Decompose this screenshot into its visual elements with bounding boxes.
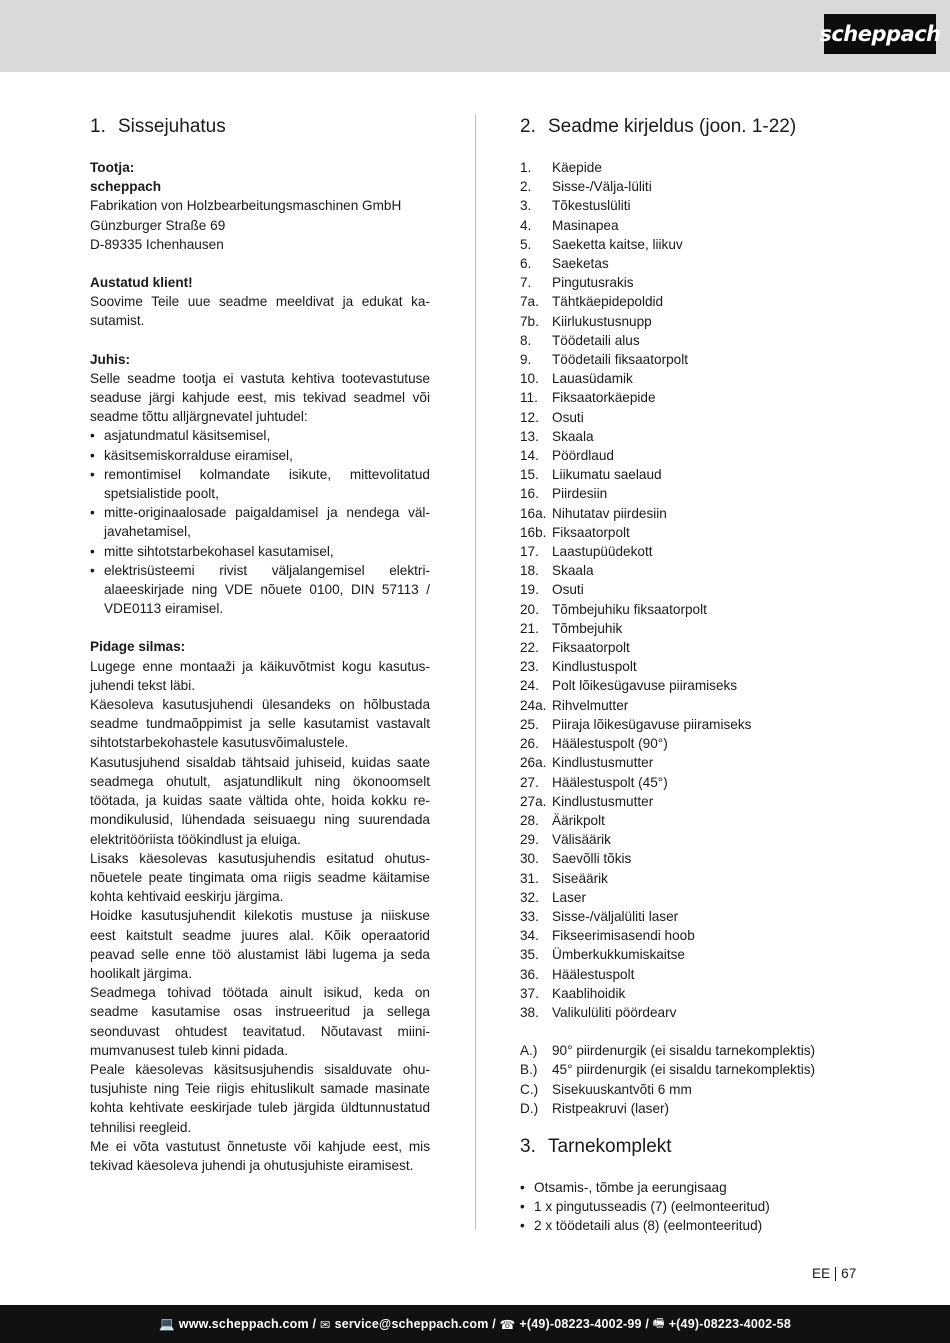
item-number: 7a. [520,294,539,310]
item-number: 26. [520,736,539,752]
page-number-value: 67 [841,1266,857,1281]
section-2-title [520,114,860,140]
list-item [520,273,860,292]
footer-bar [0,1305,950,1343]
note-label: Juhis: [90,351,131,367]
attention-paragraph: Lugege enne montaaži ja käikuvõtmist kogu kasutusjuhendi tekst läbi. [90,658,430,693]
section-3-title [520,1134,860,1160]
item-number: 21. [520,620,539,636]
phone-icon: ☎ [499,1317,516,1332]
attention-paragraph: Me ei võta vastutust õnnetuste või kahjude eest, mis tekivad käesoleva juhendi ja ohutusjuhiste eiramisest. [90,1138,430,1173]
item-number: 1. [520,160,532,175]
list-item [520,235,860,254]
item-number: 32. [520,889,539,905]
list-item [520,830,860,849]
list-item [520,792,860,811]
list-item: • remontimisel kolmandate isikute, mittevolitatud spetsialistide poolt, [90,465,430,503]
item-number: 2. [520,179,532,195]
item-number: 10. [520,371,539,387]
footer-separator: / [488,1317,500,1331]
item-number: 28. [520,812,539,828]
list-item [520,926,860,945]
section-2-number: 2. [520,116,536,137]
item-text: Fikseerimisasendi hoob [552,928,695,944]
item-text: Häälestuspolt [552,966,635,982]
column-divider [475,114,476,1230]
list-item [520,465,860,484]
item-number: 35. [520,947,539,963]
fax-icon: 🖷 [652,1315,665,1330]
list-item: • mitte sihtotstarbekohasel kasutamisel, [90,542,430,561]
list-item [520,408,860,427]
list-item [520,254,860,273]
list-item [520,773,860,792]
item-text: Sisse-/väljalüliti laser [552,908,679,924]
list-item [520,676,860,695]
list-item [520,523,860,542]
list-item [520,1003,860,1022]
list-item [520,888,860,907]
item-number: 5. [520,236,532,252]
list-item: • mitte-originaalosade paigaldamisel ja nendega väljavahetamisel, [90,503,430,541]
page-number-separator [835,1267,836,1281]
item-text: Saevõlli tõkis [552,851,632,867]
item-number: 34. [520,928,539,944]
list-item: • 1 x pingutusseadis (7) (eelmonteeritud) [520,1197,860,1216]
address-line: Fabrikation von Holzbearbeitungsmaschinen GmbH [90,198,402,214]
item-text: Rihvelmutter [552,697,629,713]
item-number: 29. [520,832,539,848]
item-number: 18. [520,563,539,579]
item-text: Osuti [552,582,584,598]
list-item [520,619,860,638]
item-number: 11. [520,390,538,406]
section-1-heading: Sissejuhatus [118,116,226,137]
list-item [520,312,860,331]
item-text: Sisekuuskantvõti 6 mm [552,1081,692,1097]
list-item: • asjatundmatul käsitsemisel, [90,426,430,445]
item-text: Osuti [552,409,584,425]
item-number: 24a. [520,697,547,713]
page-language: EE [812,1266,831,1281]
attention-paragraph: Kasutusjuhend sisaldab tähtsaid juhiseid, kuidas saate seadmega ohutult, asjatundlikult ning ökonoomselt töötada, ja kuidas saate vältida ohte, hoida kokku remondikulusid, lühendada seisuaegu ning suurendada elektritööriista töökindlust ja eluiga. [90,754,430,847]
right-column [520,114,860,1236]
list-item [520,696,860,715]
list-item [520,869,860,888]
section-3-heading: Tarnekomplekt [548,1135,672,1157]
list-item [520,715,860,734]
item-number: 36. [520,966,539,982]
list-item [520,945,860,964]
list-item [520,638,860,657]
item-number: 24. [520,678,539,694]
greeting-text: Soovime Teile uue seadme meeldivat ja edukat kasutamist. [90,294,430,329]
item-text: Häälestuspolt (90°) [552,736,668,752]
footer-email[interactable]: service@scheppach.com [334,1317,489,1331]
address-line: Günzburger Straße 69 [90,217,226,233]
item-text: Pingutusrakis [552,275,634,291]
attention-paragraph: Käesoleva kasutusjuhendi ülesandeks on hõlbustada seadme tundmaõppimist ja selle kasutamist vastavalt sihtotstarbekohastele kasutusvõimalustele. [90,697,430,751]
footer-fax: +(49)-08223-4002-58 [668,1317,791,1331]
item-text: Pöördlaud [552,448,614,464]
item-text: Piirdesiin [552,486,608,502]
attention-paragraph: Seadmega tohivad töötada ainult isikud, keda on seadme kasutamise osas instrueeritud ja sellega seonduvast ohtudest teavitatud. Nõutavast miinimumvanusest tuleb kinni pidada. [90,985,430,1058]
footer-separator: / [308,1317,320,1331]
list-item [520,177,860,196]
item-number: 9. [520,352,532,368]
item-number: 6. [520,256,532,272]
item-number: 27. [520,774,539,790]
section-2-heading: Seadme kirjeldus (joon. 1-22) [548,116,797,137]
page-number [812,1265,856,1283]
item-text: Töödetaili alus [552,332,640,348]
accessories-list [520,1041,860,1118]
list-item [520,350,860,369]
item-number: C.) [520,1081,539,1097]
footer-phone[interactable]: +(49)-08223-4002-99 [519,1317,642,1331]
item-number: 12. [520,409,539,425]
item-number: 3. [520,198,532,214]
item-number: 31. [520,870,539,886]
computer-icon: 💻 [159,1316,175,1331]
item-text: Välisäärik [552,832,611,848]
list-item: • 2 x töödetaili alus (8) (eelmonteeritud) [520,1216,860,1235]
list-item [520,907,860,926]
list-item [520,657,860,676]
item-text: Kindlustusmutter [552,755,654,771]
item-number: 37. [520,985,539,1001]
list-item [520,849,860,868]
item-number: 4. [520,217,532,233]
item-text: Polt lõikesügavuse piiramiseks [552,678,738,694]
item-number: 14. [520,448,539,464]
section-3-number: 3. [520,1135,536,1157]
list-item [520,158,860,177]
left-column [90,114,430,1175]
item-number: 20. [520,601,539,617]
item-number: 33. [520,908,539,924]
item-text: 90° piirdenurgik (ei sisaldu tarnekomplektis) [552,1043,816,1059]
item-number: 8. [520,332,532,348]
item-text: Saeketta kaitse, liikuv [552,236,683,252]
item-text: Kaablihoidik [552,985,626,1001]
item-text: Käepide [552,160,602,175]
item-number: D.) [520,1100,539,1116]
list-item [520,1060,860,1079]
item-text: Fiksaatorpolt [552,640,630,656]
item-number: B.) [520,1062,538,1078]
list-item [520,542,860,561]
list-item [520,484,860,503]
list-item: • elektrisüsteemi rivist väljalangemisel elektrialaeeskirjade ning VDE nõuete 0100, DIN 57113 / VDE0113 eiramisel. [90,561,430,619]
item-number: A.) [520,1043,538,1059]
item-number: 16a. [520,505,547,521]
item-text: Laser [552,889,587,905]
attention-paragraph: Hoidke kasutusjuhendit kilekotis mustuse ja niiskuse eest kaitstult seadme juures alal. Kõik operaatorid peavad selle enne töö alustamist läbi lugema ja seda hoolikalt järgima. [90,908,430,981]
email-icon: ✉ [319,1317,331,1332]
item-text: Tähtkäepidepoldid [552,294,664,310]
item-text: Masinapea [552,217,619,233]
item-text: Kindlustuspolt [552,659,637,675]
item-text: Liikumatu saelaud [552,467,662,483]
manufacturer-name: scheppach [90,179,162,195]
list-item [520,292,860,311]
list-item [520,1080,860,1099]
attention-label: Pidage silmas: [90,639,186,655]
item-text: Häälestuspolt (45°) [552,774,668,790]
note-text: Selle seadme tootja ei vastuta kehtiva tootevastutuse seaduse järgi kahjude eest, mis tekivad seadmel või seadme tõttu alljärgnevatel juhtudel: [90,370,430,425]
list-item [520,600,860,619]
list-item [520,1041,860,1060]
list-item [520,965,860,984]
item-number: 27a. [520,793,547,809]
item-text: Lauasüdamik [552,371,633,387]
item-text: Laastupüüdekott [552,544,653,560]
list-item [520,504,860,523]
header-bar [0,0,950,72]
delivery-list [520,1178,860,1236]
list-item [520,196,860,215]
item-text: Skaala [552,563,594,579]
item-text: Siseäärik [552,870,608,886]
item-number: 23. [520,659,539,675]
attention-paragraph: Lisaks käesolevas kasutusjuhendis esitatud ohutusnõuetele peate tingimata oma riigis seadme käitamise kohta kehtivaid eeskirju järgima. [90,850,430,905]
item-text: Nihutatav piirdesiin [552,505,667,521]
list-item [520,388,860,407]
item-number: 16b. [520,524,547,540]
section-1-title [90,114,430,140]
item-text: Tõmbejuhiku fiksaatorpolt [552,601,707,617]
list-item: • Otsamis-, tõmbe ja eerungisaag [520,1178,860,1197]
footer-website[interactable]: www.scheppach.com [178,1317,309,1331]
manufacturer-label: Tootja: [90,160,135,175]
item-text: Valikulüliti pöördearv [552,1004,677,1020]
section-1-number: 1. [90,116,106,137]
item-text: 45° piirdenurgik (ei sisaldu tarnekomplektis) [552,1062,816,1078]
item-text: Skaala [552,428,594,444]
item-text: Fiksaatorpolt [552,524,630,540]
item-text: Äärikpolt [552,812,605,828]
list-item [520,561,860,580]
item-text: Ümberkukkumiskaitse [552,947,685,963]
item-text: Kindlustusmutter [552,793,654,809]
item-number: 7. [520,275,532,291]
item-number: 22. [520,640,539,656]
item-number: 7b. [520,313,539,329]
attention-paragraph: Peale käesolevas käsitsusjuhendis sisalduvate ohutusjuhiste ning Teie riigis ehituslikult samade masinate kohta kehtivate eeskirjade tuleb järgida üldtunnustatud tehnilisi reegleid. [90,1061,430,1135]
item-text: Piiraja lõikesügavuse piiramiseks [552,716,752,732]
list-item: • käsitsemiskorralduse eiramisel, [90,446,430,465]
item-number: 26a. [520,755,547,771]
list-item [520,811,860,830]
list-item [520,427,860,446]
item-text: Töödetaili fiksaatorpolt [552,352,689,368]
list-item [520,734,860,753]
parts-list [520,158,860,1022]
item-number: 15. [520,467,539,483]
item-text: Saeketas [552,256,609,272]
note-bullet-list [90,426,430,618]
item-number: 25. [520,716,539,732]
list-item [520,1099,860,1118]
item-number: 13. [520,428,539,444]
list-item [520,331,860,350]
item-number: 30. [520,851,539,867]
list-item [520,446,860,465]
item-number: 38. [520,1004,539,1020]
footer-separator: / [641,1317,653,1331]
item-text: Tõmbejuhik [552,620,623,636]
list-item [520,580,860,599]
item-text: Sisse-/Välja-lüliti [552,179,652,195]
item-text: Kiirlukustusnupp [552,313,652,329]
scheppach-logo: scheppach [824,14,936,54]
item-text: Tõkestuslüliti [552,198,631,214]
list-item [520,753,860,772]
address-line: D-89335 Ichenhausen [90,236,224,252]
list-item [520,984,860,1003]
greeting-label: Austatud klient! [90,275,193,291]
item-number: 17. [520,544,539,560]
item-text: Ristpeakruvi (laser) [552,1100,670,1116]
item-number: 19. [520,582,539,598]
item-number: 16. [520,486,539,502]
item-text: Fiksaatorkäepide [552,390,656,406]
list-item [520,216,860,235]
list-item [520,369,860,388]
